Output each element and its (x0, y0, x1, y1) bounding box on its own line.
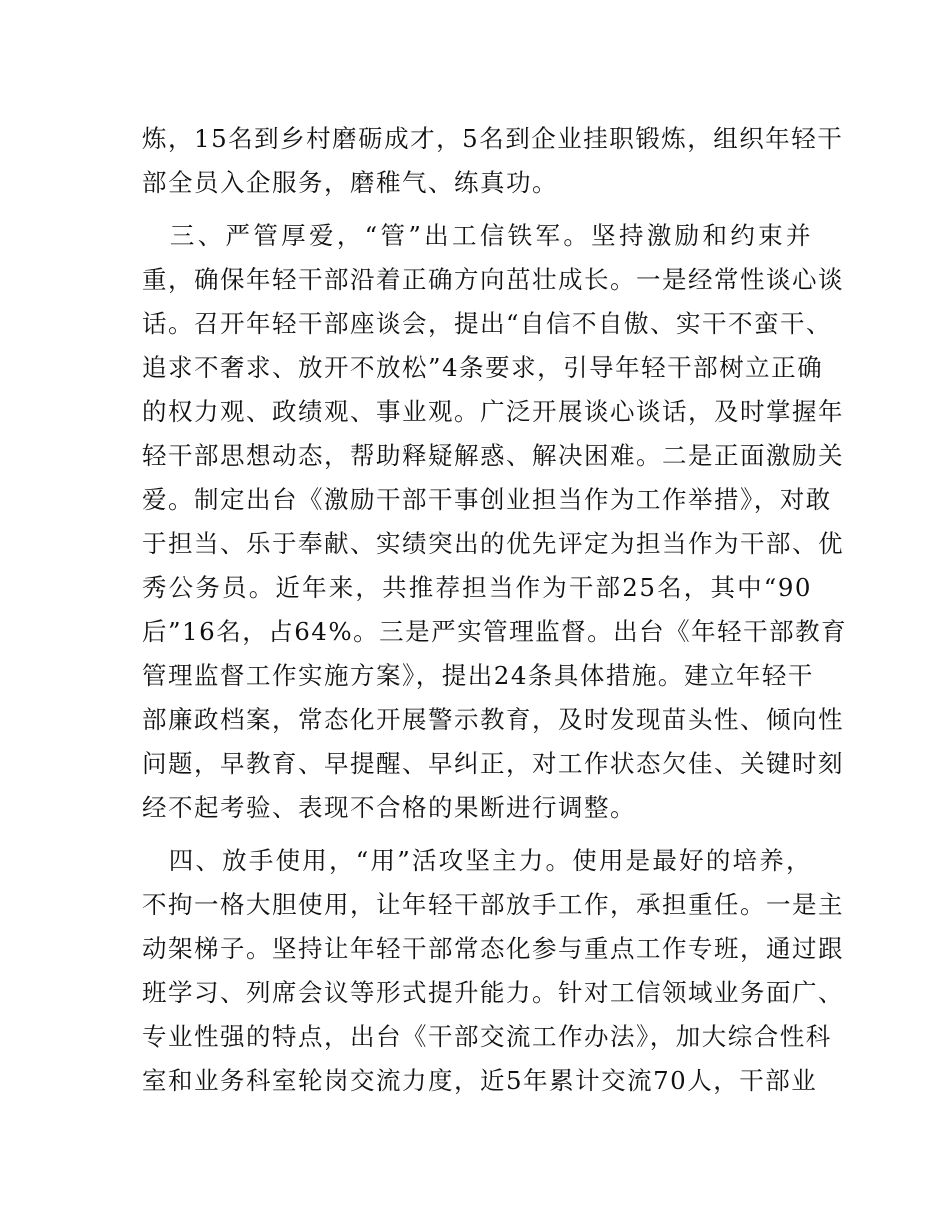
text-line: 四、放手使用，“用”活攻坚主力。使用是最好的培养， (142, 846, 812, 875)
text-line: 重，确保年轻干部沿着正确方向茁壮成长。一是经常性谈心谈 (142, 265, 844, 294)
text-line: 班学习、列席会议等形式提升能力。针对工信领域业务面广、 (142, 978, 844, 1007)
text-line: 管理监督工作实施方案》，提出24条具体措施。建立年轻干 (142, 661, 814, 690)
paragraph (142, 117, 844, 205)
text-line: 后”16名，占64%。三是严实管理监督。出台《年轻干部教育 (142, 617, 848, 646)
text-line: 问题，早教育、早提醒、早纠正，对工作状态欠佳、关键时刻 (142, 749, 844, 778)
text-line: 炼，15名到乡村磨砺成才，5名到企业挂职锻炼，组织年轻干 (142, 124, 844, 153)
paragraph (142, 214, 848, 830)
text-line: 轻干部思想动态，帮助释疑解惑、解决困难。二是正面激励关 (142, 441, 844, 470)
text-line: 秀公务员。近年来，共推荐担当作为干部25名，其中“90 (142, 573, 812, 602)
text-line: 部廉政档案，常态化开展警示教育，及时发现苗头性、倾向性 (142, 705, 844, 734)
text-line: 经不起考验、表现不合格的果断进行调整。 (142, 793, 636, 822)
text-line: 话。召开年轻干部座谈会，提出“自信不自傲、实干不蛮干、 (142, 309, 833, 338)
text-line: 部全员入企服务，磨稚气、练真功。 (142, 168, 558, 197)
text-line: 不拘一格大胆使用，让年轻干部放手工作，承担重任。一是主 (142, 890, 844, 919)
text-line: 的权力观、政绩观、事业观。广泛开展谈心谈话，及时掌握年 (142, 397, 844, 426)
text-line: 专业性强的特点，出台《干部交流工作办法》，加大综合性科 (142, 1022, 832, 1051)
text-line: 于担当、乐于奉献、实绩突出的优先评定为担当作为干部、优 (142, 529, 844, 558)
text-line: 室和业务科室轮岗交流力度，近5年累计交流70人，干部业 (142, 1066, 818, 1095)
paragraph (142, 839, 844, 1103)
text-line: 三、严管厚爱，“管”出工信铁军。坚持激励和约束并 (142, 221, 812, 250)
text-line: 追求不奢求、放开不放松”4条要求，引导年轻干部树立正确 (142, 353, 824, 382)
text-line: 动架梯子。坚持让年轻干部常态化参与重点工作专班，通过跟 (142, 934, 844, 963)
document-body (142, 117, 848, 1103)
text-line: 爱。制定出台《激励干部干事创业担当作为工作举措》，对敢 (142, 485, 832, 514)
